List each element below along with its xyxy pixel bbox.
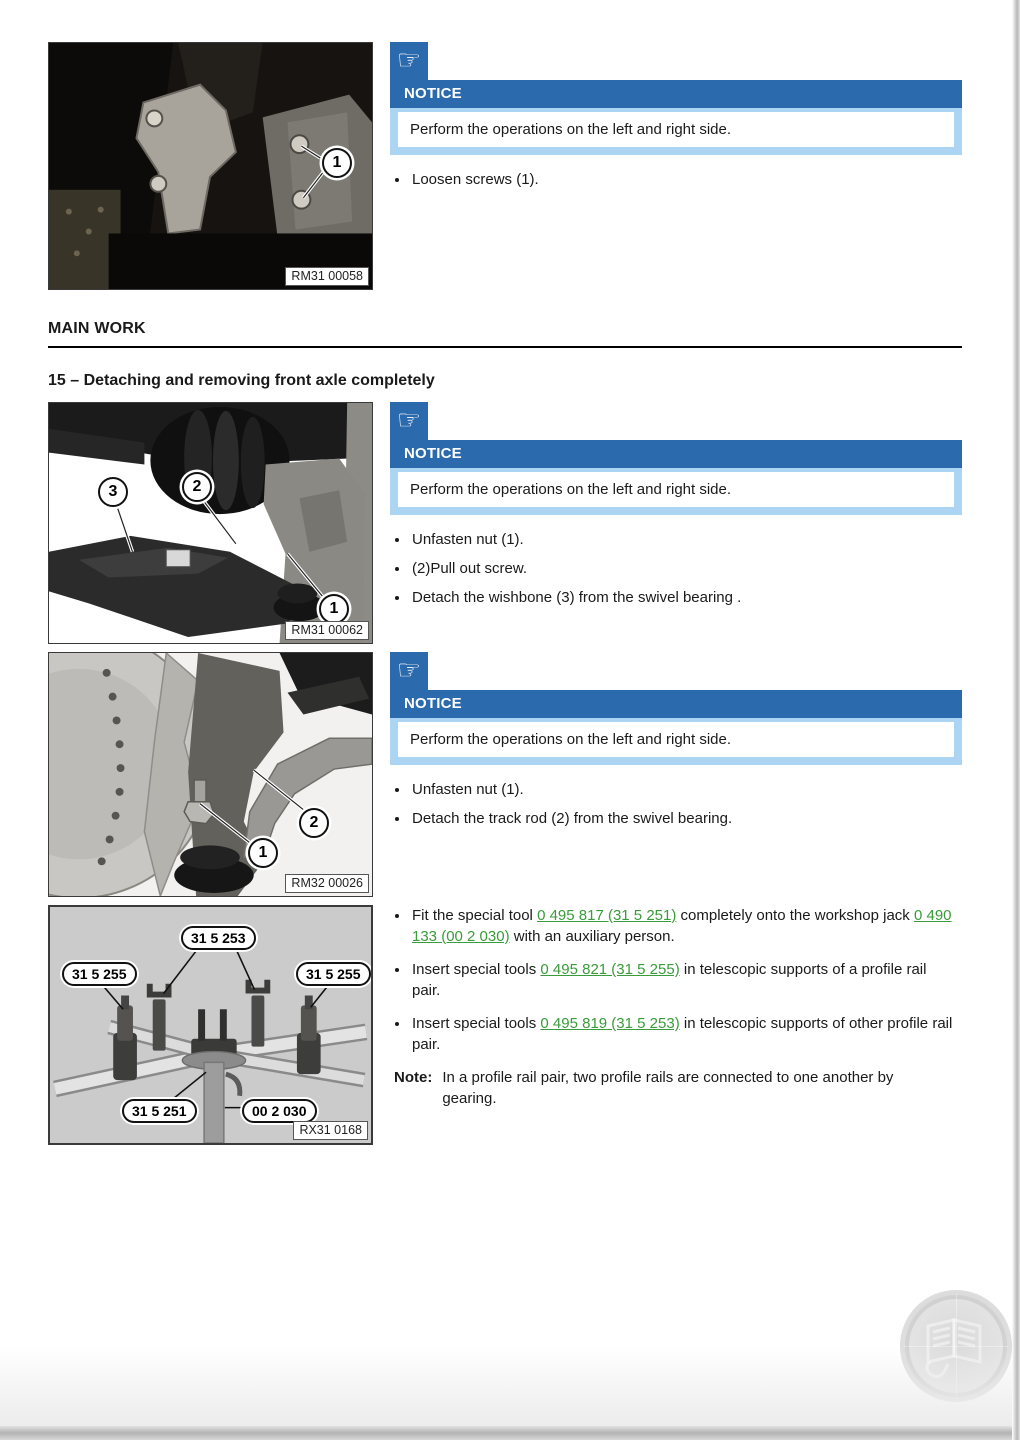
tool-pill-31-5-253: 31 5 253 — [181, 926, 256, 950]
tool-pill-00-2-030: 00 2 030 — [242, 1099, 317, 1123]
notice-body — [390, 468, 962, 515]
note-label: Note: — [394, 1069, 433, 1086]
step-list — [410, 169, 962, 190]
step-item — [410, 905, 962, 947]
instructions-column — [390, 905, 962, 1109]
step-text: Fit the special tool — [412, 907, 538, 924]
notice-box — [390, 402, 962, 515]
step-list — [410, 905, 962, 1055]
figure-rx31-0168 — [48, 905, 373, 1145]
callout-3: 3 — [98, 477, 128, 507]
photo-track-rod — [49, 653, 372, 896]
figure-label: RM31 00062 — [285, 621, 369, 640]
figure-label: RM31 00058 — [285, 267, 369, 286]
step-block-special-tools — [48, 905, 962, 1145]
instructions-column — [390, 402, 962, 616]
step-text: in telescopic supports of other profile rail pair. — [412, 1015, 953, 1053]
notice-title: NOTICE — [390, 690, 962, 718]
callout-1: 1 — [322, 148, 352, 178]
figure-rm32-00026 — [48, 652, 373, 897]
notice-text: Perform the operations on the left and right side. — [398, 112, 954, 147]
instructions-column — [390, 42, 962, 198]
notice-box — [390, 42, 962, 155]
notice-body — [390, 718, 962, 765]
pointing-hand-icon: ☞ — [390, 42, 428, 80]
step-text: with an auxiliary person. — [509, 928, 675, 945]
tool-pill-31-5-255-left: 31 5 255 — [62, 962, 137, 986]
section-title: 15 – Detaching and removing front axle completely — [48, 372, 435, 389]
step-item: • Detach the wishbone (3) from the swivel bearing . — [410, 587, 962, 608]
tool-pill-31-5-255-right: 31 5 255 — [296, 962, 371, 986]
notice-body — [390, 108, 962, 155]
step-item: • Unfasten nut (1). — [410, 779, 962, 800]
step-text: completely onto the workshop jack — [676, 907, 914, 924]
callout-2: 2 — [299, 808, 329, 838]
step-item: • Unfasten nut (1). — [410, 529, 962, 550]
pointing-hand-icon: ☞ — [390, 402, 428, 440]
figure-label: RM32 00026 — [285, 874, 369, 893]
notice-title: NOTICE — [390, 440, 962, 468]
tool-pill-31-5-251: 31 5 251 — [122, 1099, 197, 1123]
page-bottom-edge — [0, 1426, 1020, 1440]
step-list — [410, 779, 962, 829]
figure-label: RX31 0168 — [293, 1121, 368, 1140]
notice-title: NOTICE — [390, 80, 962, 108]
callout-1: 1 — [319, 594, 349, 624]
notice-text: Perform the operations on the left and right side. — [398, 722, 954, 757]
step-text: in telescopic supports of a profile rail pair. — [412, 961, 927, 999]
step-item — [410, 1013, 962, 1055]
note-text: In a profile rail pair, two profile rails are connected to one another by gearing. — [442, 1069, 894, 1107]
note — [394, 1067, 962, 1109]
notice-text: Perform the operations on the left and right side. — [398, 472, 954, 507]
callout-1: 1 — [248, 838, 278, 868]
step-list — [410, 529, 962, 608]
figure-rm31-00058 — [48, 42, 373, 290]
callout-2: 2 — [182, 472, 212, 502]
page-right-edge — [1012, 0, 1020, 1440]
pointing-hand-icon: ☞ — [390, 652, 428, 690]
step-text: Insert special tools — [412, 961, 541, 978]
notice-box — [390, 652, 962, 765]
step-item: • Detach the track rod (2) from the swivel bearing. — [410, 808, 962, 829]
instructions-column — [390, 652, 962, 837]
tool-link-0495817[interactable]: 0 495 817 (31 5 251) — [537, 907, 677, 924]
figure-rm31-00062 — [48, 402, 373, 644]
tool-link-0495821[interactable]: 0 495 821 (31 5 255) — [540, 961, 680, 978]
step-item: • (2)Pull out screw. — [410, 558, 962, 579]
step-block-loosen-screws — [48, 42, 962, 290]
step-block-track-rod — [48, 652, 962, 897]
step-block-wishbone — [48, 402, 962, 644]
step-item: • Loosen screws (1). — [410, 169, 962, 190]
main-work-heading: MAIN WORK — [48, 320, 962, 348]
step-text: Insert special tools — [412, 1015, 541, 1032]
page-bottom-shadow — [0, 1346, 1020, 1426]
tool-link-0490133[interactable]: 0 490 133 (00 2 030) — [412, 907, 952, 945]
step-item — [410, 959, 962, 1001]
tool-link-0495819[interactable]: 0 495 819 (31 5 253) — [540, 1015, 680, 1032]
